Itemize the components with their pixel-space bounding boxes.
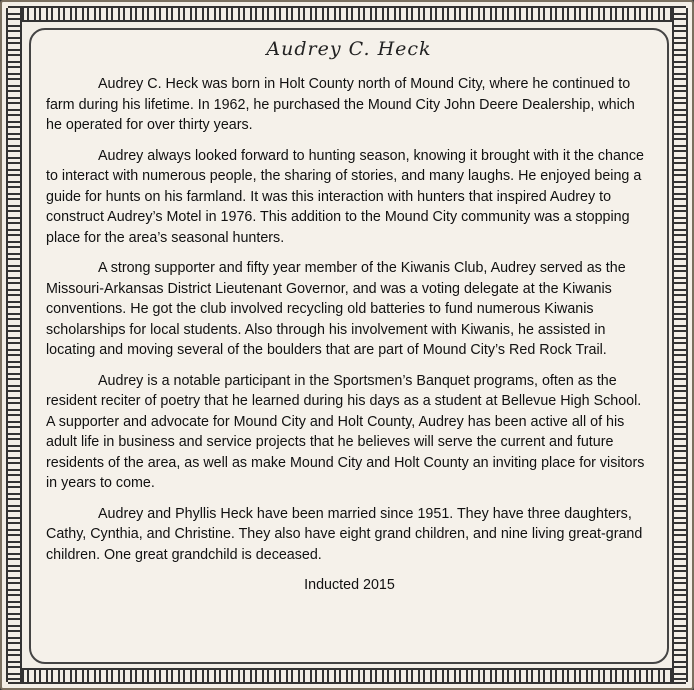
paragraph-birth-and-dealership: Audrey C. Heck was born in Holt County north of Mound City, where he continued to farm during his lifetime. In 1962, he purchased the Mound City John Deere Dealership, which he operated for over thirty years.: [46, 76, 635, 133]
greek-key-border-right: [672, 8, 688, 682]
inducted-year: Inducted 2015: [304, 577, 395, 593]
inner-frame: [29, 28, 669, 664]
biography-text: [46, 74, 653, 596]
page-title: Audrey C. Heck: [266, 38, 432, 60]
greek-key-border-bottom: [8, 668, 686, 684]
paragraph-sportsmen-banquet: Audrey is a notable participant in the Sportsmen’s Banquet programs, often as the resident reciter of poetry that he learned during his days as a student at Bellevue High School. A supporter and advocate for Mound City and Holt County, Audrey has been active all of his adult life in business and service projects that he believes will serve the current and future residents of the area, as well as make Mound City and Holt County an inviting place for visitors in years to come.: [46, 372, 645, 491]
paragraph-family: Audrey and Phyllis Heck have been married since 1951. They have three daughters, Cathy, Cynthia, and Christine. They also have eight grand children, and nine living great-grand children. One great grandchild is deceased.: [46, 505, 643, 563]
paragraph-hunting-and-motel: Audrey always looked forward to hunting season, knowing it brought with it the chance to interact with numerous people, the sharing of stories, and many laughs. He enjoyed being a guide for hunts on his farmland. It was this interaction with hunters that inspired Audrey to construct Audrey’s Motel in 1976. This addition to the Mound City community was a stopping place for the area’s seasonal hunters.: [46, 147, 644, 246]
greek-key-border-left: [6, 8, 22, 682]
paragraph-kiwanis: A strong supporter and fifty year member of the Kiwanis Club, Audrey served as the Missouri-Arkansas District Lieutenant Governor, and was a voting delegate at the Kiwanis conventions. He got the club involved recycling old batteries to fund numerous Kiwanis scholarships for local students. Also through his involvement with Kiwanis, he assisted in locating and moving several of the boulders that are part of Mound City’s Red Rock Trail.: [46, 260, 626, 358]
greek-key-border-top: [8, 6, 686, 22]
